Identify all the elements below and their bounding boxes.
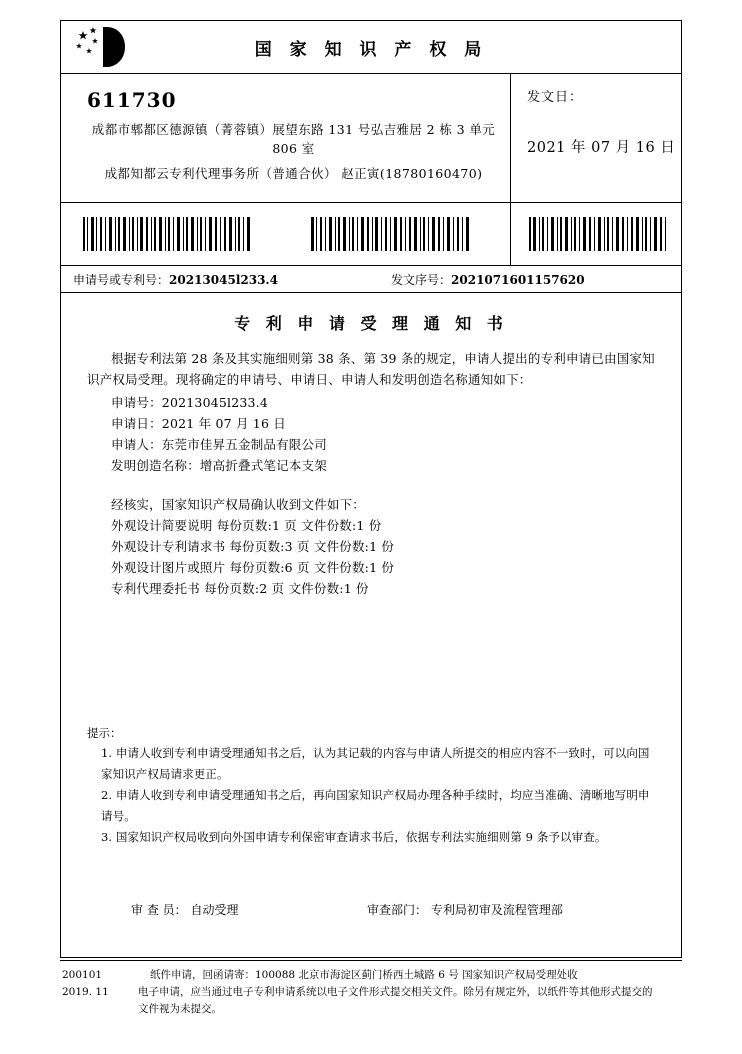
info-line: 申请号：20213045l233.4 (111, 395, 269, 410)
application-number-label: 申请号或专利号： (73, 272, 170, 287)
doc-number: 611730 (87, 88, 177, 112)
doc-serial-label: 发文序号： (391, 272, 452, 287)
issue-date-label: 发文日： (527, 90, 584, 105)
document-footer (60, 960, 682, 1018)
footer-version: 2019. 11 (62, 986, 109, 998)
document-header (61, 21, 681, 74)
note-item: 1. 申请人收到专利申请受理通知书之后，认为其记载的内容与申请人所提交的相应内容不一致时，可以向国家知识产权局请求更正。 (101, 746, 650, 781)
document-body (61, 293, 681, 957)
recipient-block (61, 74, 511, 202)
footer-line-1: 纸件申请，回函请寄：100088 北京市海淀区蓟门桥西土城路 6 号 国家知识产权局受理处收 (150, 969, 578, 981)
barcode-1-icon (83, 217, 253, 251)
issue-date-value: 2021 年 07 月 16 日 (527, 140, 676, 156)
doc-serial-field (391, 271, 681, 288)
note-item: 2. 申请人收到专利申请受理通知书之后，再向国家知识产权局办理各种手续时，均应当准确、清晰地写明申请号。 (101, 788, 650, 823)
spacer (87, 476, 655, 494)
recipient-address-line-2: 806 室 (272, 141, 315, 156)
info-line: 申请人：东莞市佳昇五金制品有限公司 (111, 437, 327, 452)
document-frame (60, 20, 682, 958)
numbers-row (61, 266, 681, 293)
file-line: 专利代理委托书 每份页数:2 页 文件份数:1 份 (111, 581, 369, 596)
examiner-label: 审 查 员： (131, 903, 187, 917)
verification-intro: 经核实，国家知识产权局确认收到文件如下： (111, 497, 366, 512)
address-block (61, 74, 681, 203)
footer-line-2: 电子申请，应当通过电子专利申请系统以电子文件形式提交相关文件。除另有规定外，以纸件等其他形式提交的 (138, 986, 653, 998)
footer-codes (60, 967, 138, 1018)
signature-row (87, 901, 655, 918)
examiner-value: 自动受理 (190, 903, 239, 917)
barcode-3-icon (529, 217, 669, 251)
file-line: 外观设计专利请求书 每份页数:3 页 文件份数:1 份 (111, 539, 395, 554)
application-number-value: 20213045l233.4 (169, 272, 278, 287)
note-item: 3. 国家知识产权局收到向外国申请专利保密审查请求书后，依据专利法实施细则第 9 条予以审查。 (101, 830, 607, 844)
department-value: 专利局初审及流程管理部 (430, 903, 563, 917)
info-line: 发明创造名称：增高折叠式笔记本支架 (111, 458, 327, 473)
notes-label: 提示： (87, 726, 122, 740)
footer-line-3: 文件视为未提交。 (138, 1003, 222, 1015)
notice-title: 专 利 申 请 受 理 通 知 书 (234, 314, 508, 333)
barcode-2-icon (311, 217, 471, 251)
examiner-field (87, 901, 367, 918)
barcode-left-cell (61, 203, 511, 265)
recipient-address-line-1: 成都市郫都区德源镇（菁蓉镇）展望东路 131 号弘吉雅居 2 栋 3 单元 (91, 122, 496, 137)
footer-text (138, 967, 682, 1018)
office-title: 国 家 知 识 产 权 局 (254, 40, 488, 60)
footer-code: 200101 (62, 969, 103, 981)
application-number-field (61, 271, 391, 288)
department-field (367, 901, 655, 918)
doc-serial-value: 2021071601157620 (451, 272, 585, 287)
info-line: 申请日：2021 年 07 月 16 日 (111, 416, 286, 431)
intro-paragraph: 根据专利法第 28 条及其实施细则第 38 条、第 39 条的规定，申请人提出的专利申请已由国家知识产权局受理。现将确定的申请号、申请日、申请人和发明创造名称通知如下： (87, 351, 655, 387)
barcode-row (61, 203, 681, 266)
issue-date-block (511, 74, 681, 202)
notes-block (87, 723, 655, 848)
department-label: 审查部门： (367, 903, 428, 917)
file-line: 外观设计简要说明 每份页数:1 页 文件份数:1 份 (111, 518, 382, 533)
barcode-right-cell (511, 203, 681, 265)
agency-line: 成都知都云专利代理事务所（普通合伙） 赵正寅(18780160470) (104, 166, 483, 181)
file-line: 外观设计图片或照片 每份页数:6 页 文件份数:1 份 (111, 560, 395, 575)
